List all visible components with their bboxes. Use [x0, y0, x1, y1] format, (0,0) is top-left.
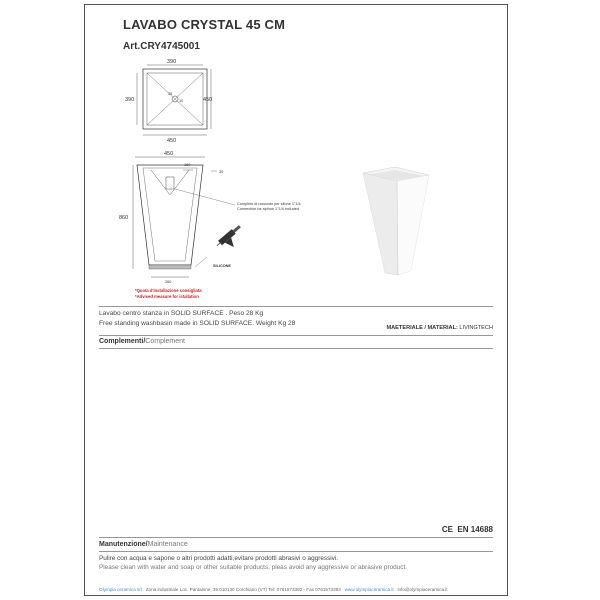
description-it: Lavabo centro stanza in SOLID SURFACE . Peso 28 Kg — [99, 310, 264, 317]
maintenance-text-en: Please clean with water and soap or other suitable products, pleas avoid any aggressive or abrasive product. — [99, 564, 407, 571]
side-right-dim: 30 — [219, 170, 224, 174]
footer-email[interactable]: info@olympiaceramica.it — [397, 587, 448, 592]
side-view — [133, 157, 248, 277]
top-view — [137, 65, 211, 135]
material-label: MAETERIALE / MATERIAL: — [386, 325, 458, 331]
material-info — [386, 325, 493, 331]
divider — [99, 335, 493, 336]
top-outer-height: 450 — [203, 97, 213, 103]
product-sheet — [84, 4, 508, 596]
technical-drawing — [85, 5, 509, 305]
connection-note-en: Connection for siphon 1"1/4 included — [237, 207, 299, 211]
divider — [99, 306, 493, 307]
ce-mark: CE — [441, 525, 453, 534]
maintenance-label-en: Maintenance — [147, 541, 188, 548]
top-outer-width: 450 — [167, 138, 177, 144]
article-code: Art.CRY4745001 — [123, 41, 200, 52]
silicone-label: SILICONE — [213, 264, 231, 268]
description-en: Free standing washbasin made in SOLID SURFACE. Weight Kg 28 — [99, 320, 296, 327]
top-hole-b: 10 — [179, 99, 184, 103]
complement-label-en: Complement — [145, 338, 185, 345]
maintenance-text-it: Pulire con acqua e sapone o altri prodotti adatti,evitare prodotti abrasivi o aggressivi. — [99, 555, 339, 562]
footer-address: Zona industriale Loc. Pantalone, 35 010130 Corchiano (VT) Tel: 0761573392 - Fax 0761573393 — [145, 587, 341, 592]
product-render — [363, 167, 429, 275]
top-inner-height: 390 — [125, 97, 135, 103]
divider — [99, 551, 493, 552]
side-height: 860 — [119, 215, 129, 221]
maintenance-heading — [99, 541, 188, 548]
top-inner-width: 390 — [167, 59, 177, 65]
side-base-dim: 260 — [165, 280, 172, 284]
install-note-en: *Advised measure for istallation — [135, 294, 199, 299]
complement-heading — [99, 338, 185, 345]
divider — [99, 348, 493, 349]
connection-note-it: Completo di raccordo per sifone 1"1/4 — [237, 202, 301, 206]
maintenance-label-it: Manutenzione/ — [99, 541, 148, 548]
certification — [442, 525, 493, 534]
complement-label-it: Complementi/ — [99, 338, 146, 345]
footer-company: Olympia ceramica srl — [99, 587, 142, 592]
product-title: LAVABO CRYSTAL 45 CM — [123, 17, 286, 32]
material-value: LIVINGTECH — [459, 325, 493, 331]
side-top-dim: 160 — [184, 163, 191, 167]
install-note-it: *Quota d'installazione consigliata — [135, 288, 202, 293]
footer — [99, 587, 448, 592]
side-width: 450 — [164, 151, 174, 157]
top-hole-a: 35 — [168, 92, 173, 96]
certification-standard: EN 14688 — [457, 525, 493, 534]
footer-website[interactable]: www.olympiaceramica.it — [344, 587, 394, 592]
divider — [99, 537, 493, 538]
